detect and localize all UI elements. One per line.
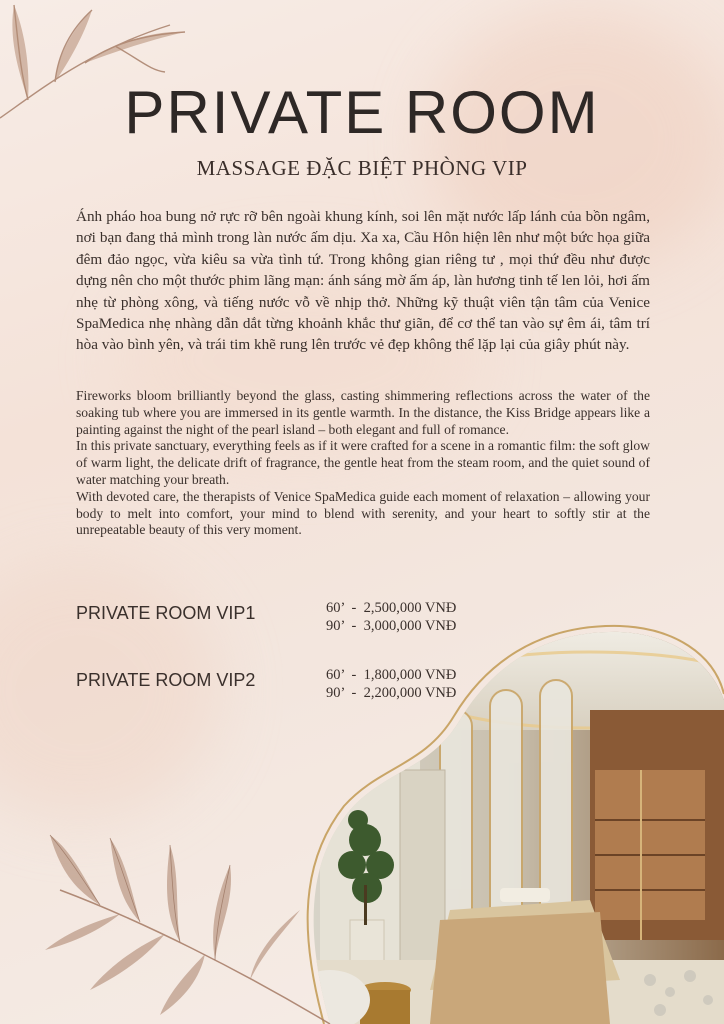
- room-name-vip2: PRIVATE ROOM VIP2: [76, 670, 256, 690]
- description-vietnamese: Ánh pháo hoa bung nở rực rỡ bên ngoài khung kính, soi lên mặt nước lấp lánh của bồn ngâm, nơi bạn đang thả mình trong làn nước ấm dịu. Xa xa, Cầu Hôn hiện lên như một bức họa giữa đêm đảo ngọc, vừa kiêu sa vừa tình tứ. Trong không gian riêng tư , mọi thứ đều như được dựng nên cho một thước phim lãng mạn: ánh sáng mờ ấm áp, làn hương tinh tế len lỏi, hơi ấm nhẹ từ phòng xông, và tiếng nước vỗ về nhịp thở. Những kỹ thuật viên tận tâm của Venice SpaMedica nhẹ nhàng dẫn dắt từng khoảnh khắc thư giãn, để cơ thể tan vào sự êm ái, tâm trí hòa vào bình yên, và trái tim khẽ rung lên trước vẻ đẹp không thể lặp lại của giây phút này.: [76, 208, 650, 354]
- price-line: 90’ - 2,200,000 VNĐ: [326, 684, 457, 701]
- page-subtitle: MASSAGE ĐẶC BIỆT PHÒNG VIP: [196, 156, 528, 180]
- room-name-vip1: PRIVATE ROOM VIP1: [76, 603, 256, 623]
- leaf-decoration-icon: [40, 830, 350, 1024]
- price-line: 60’ - 2,500,000 VNĐ: [326, 600, 457, 616]
- description-english: [76, 388, 650, 539]
- page-title: PRIVATE ROOM: [124, 79, 600, 146]
- price-line: 90’ - 3,000,000 VNĐ: [326, 617, 457, 634]
- price-line: 60’ - 1,800,000 VNĐ: [326, 667, 457, 683]
- paragraph: With devoted care, the therapists of Venice SpaMedica guide each moment of relaxation – allowing your body to melt into comfort, your mind to blend with serenity, and your heart to softly stir at the unrepeatable beauty of this very moment.: [76, 488, 650, 538]
- paragraph: Fireworks bloom brilliantly beyond the glass, casting shimmering reflections across the water of the soaking tub where you are immersed in its gentle warmth. In the distance, the Kiss Bridge appears like a painting against the night of the pearl island – both elegant and full of romance.: [76, 388, 650, 437]
- spa-room-photo: [290, 617, 724, 1024]
- paragraph: In this private sanctuary, everything feels as if it were crafted for a scene in a romantic film: the soft glow of warm light, the delicate drift of fragrance, the gentle heat from the steam room, and the quiet sound of water matching your breath.: [76, 438, 650, 487]
